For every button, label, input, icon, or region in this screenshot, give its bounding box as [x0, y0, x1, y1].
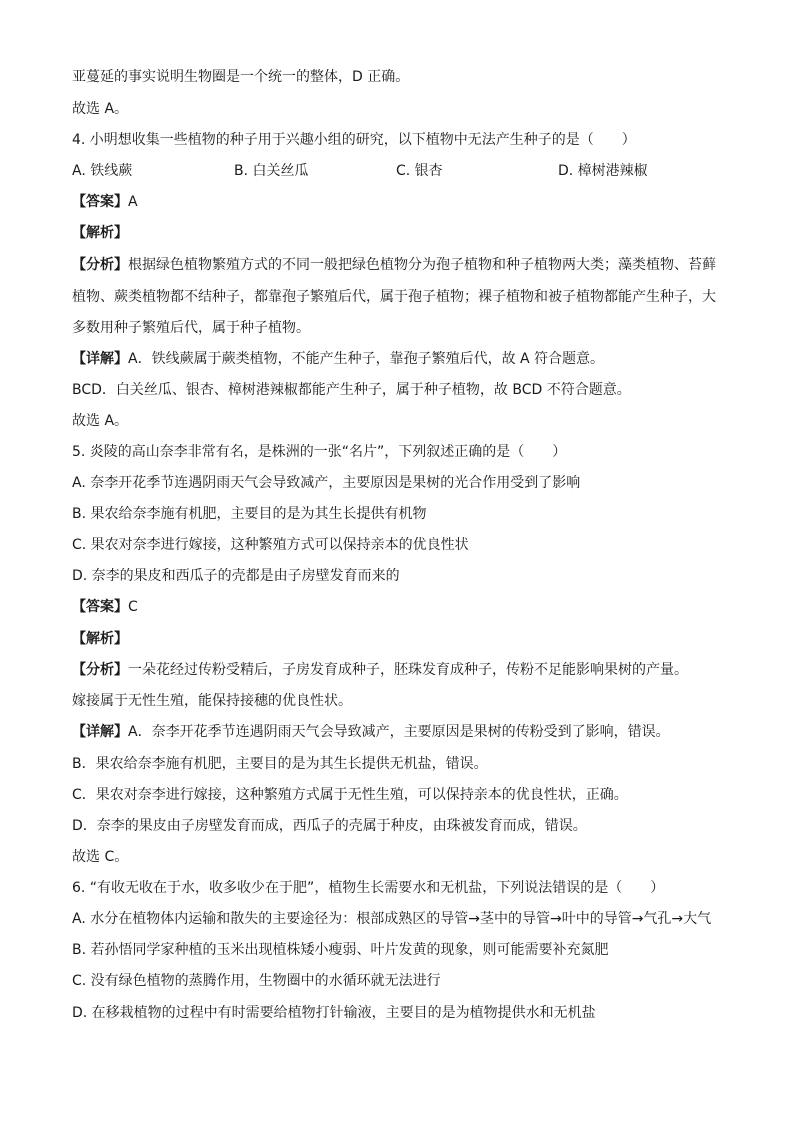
text-line: 植物、蕨类植物都不结种子，都靠孢子繁殖后代，属于孢子植物；裸子植物和被子植物都能产生种子，大	[72, 289, 716, 305]
answer-tag: 【答案】	[72, 194, 128, 210]
question-6-stem: 6. “有收无收在于水，收多收少在于肥”，植物生长需要水和无机盐，下列说法错误的是（ ）	[72, 880, 665, 896]
question-4-option-a: A. 铁线蕨	[72, 163, 133, 179]
detail-tag: 【详解】	[72, 351, 128, 367]
analysis-tag: 【分析】	[72, 662, 128, 678]
analysis-heading: 【解析】	[72, 631, 128, 647]
answer-selection: 故选 A。	[72, 101, 129, 117]
question-5-option-d: D. 奈李的果皮和西瓜子的壳都是由子房壁发育而来的	[72, 568, 400, 584]
text-line: C．果农对奈李进行嫁接，这种繁殖方式属于无性生殖，可以保持亲本的优良性状，正确。	[72, 787, 628, 803]
question-5-analysis	[72, 661, 688, 679]
text-line: 多数用种子繁殖后代，属于种子植物。	[72, 320, 310, 336]
answer-selection: 故选 A。	[72, 413, 129, 429]
answer-value: A	[128, 194, 138, 210]
question-4-option-d: D. 樟树港辣椒	[558, 163, 648, 179]
question-4-analysis	[72, 256, 716, 274]
question-4-detail	[72, 350, 604, 368]
text-line: BCD．白关丝瓜、银杏、樟树港辣椒都能产生种子，属于种子植物，故 BCD 不符合题意。	[72, 382, 631, 398]
detail-text: A．奈李开花季节连遇阴雨天气会导致减产，主要原因是果树的传粉受到了影响，错误。	[128, 724, 670, 740]
question-4-option-b: B. 白关丝瓜	[234, 163, 309, 179]
answer-tag: 【答案】	[72, 599, 128, 615]
question-5-stem: 5. 炎陵的高山奈李非常有名，是株洲的一张“名片”，下列叙述正确的是（ ）	[72, 444, 567, 460]
analysis-text: 一朵花经过传粉受精后，子房发育成种子，胚珠发育成种子，传粉不足能影响果树的产量。	[128, 662, 688, 678]
question-5-answer	[72, 598, 138, 616]
question-6-option-c: C. 没有绿色植物的蒸腾作用，生物圈中的水循环就无法进行	[72, 973, 441, 989]
detail-text: A．铁线蕨属于蕨类植物，不能产生种子，靠孢子繁殖后代，故 A 符合题意。	[128, 351, 605, 367]
text-line: 亚蔓延的事实说明生物圈是一个统一的整体，D 正确。	[72, 69, 410, 85]
answer-value: C	[128, 599, 138, 615]
question-4-option-c: C. 银杏	[396, 163, 443, 179]
question-5-option-b: B. 果农给奈李施有机肥，主要目的是为其生长提供有机物	[72, 506, 427, 522]
answer-selection: 故选 C。	[72, 849, 129, 865]
question-6-option-a: A. 水分在植物体内运输和散失的主要途径为：根部成熟区的导管→茎中的导管→叶中的导管→气孔→大气	[72, 911, 712, 927]
analysis-tag: 【分析】	[72, 257, 128, 273]
question-6-option-d: D. 在移栽植物的过程中有时需要给植物打针输液，主要目的是为植物提供水和无机盐	[72, 1005, 596, 1021]
question-5-option-a: A. 奈李开花季节连遇阴雨天气会导致减产，主要原因是果树的光合作用受到了影响	[72, 475, 581, 491]
analysis-heading: 【解析】	[72, 225, 128, 241]
text-line: D．奈李的果皮由子房壁发育而成，西瓜子的壳属于种皮，由珠被发育而成，错误。	[72, 818, 587, 834]
question-4-stem: 4. 小明想收集一些植物的种子用于兴趣小组的研究，以下植物中无法产生种子的是（ ）	[72, 132, 636, 148]
text-line: 嫁接属于无性生殖，能保持接穗的优良性状。	[72, 693, 352, 709]
question-4-answer	[72, 193, 138, 211]
analysis-text: 根据绿色植物繁殖方式的不同一般把绿色植物分为孢子植物和种子植物两大类；藻类植物、苔藓	[128, 257, 716, 273]
question-5-detail	[72, 723, 670, 741]
question-5-option-c: C. 果农对奈李进行嫁接，这种繁殖方式可以保持亲本的优良性状	[72, 537, 469, 553]
detail-tag: 【详解】	[72, 724, 128, 740]
text-line: B．果农给奈李施有机肥，主要目的是为其生长提供无机盐，错误。	[72, 756, 488, 772]
question-6-option-b: B. 若孙悟同学家种植的玉米出现植株矮小瘦弱、叶片发黄的现象，则可能需要补充氮肥	[72, 942, 609, 958]
